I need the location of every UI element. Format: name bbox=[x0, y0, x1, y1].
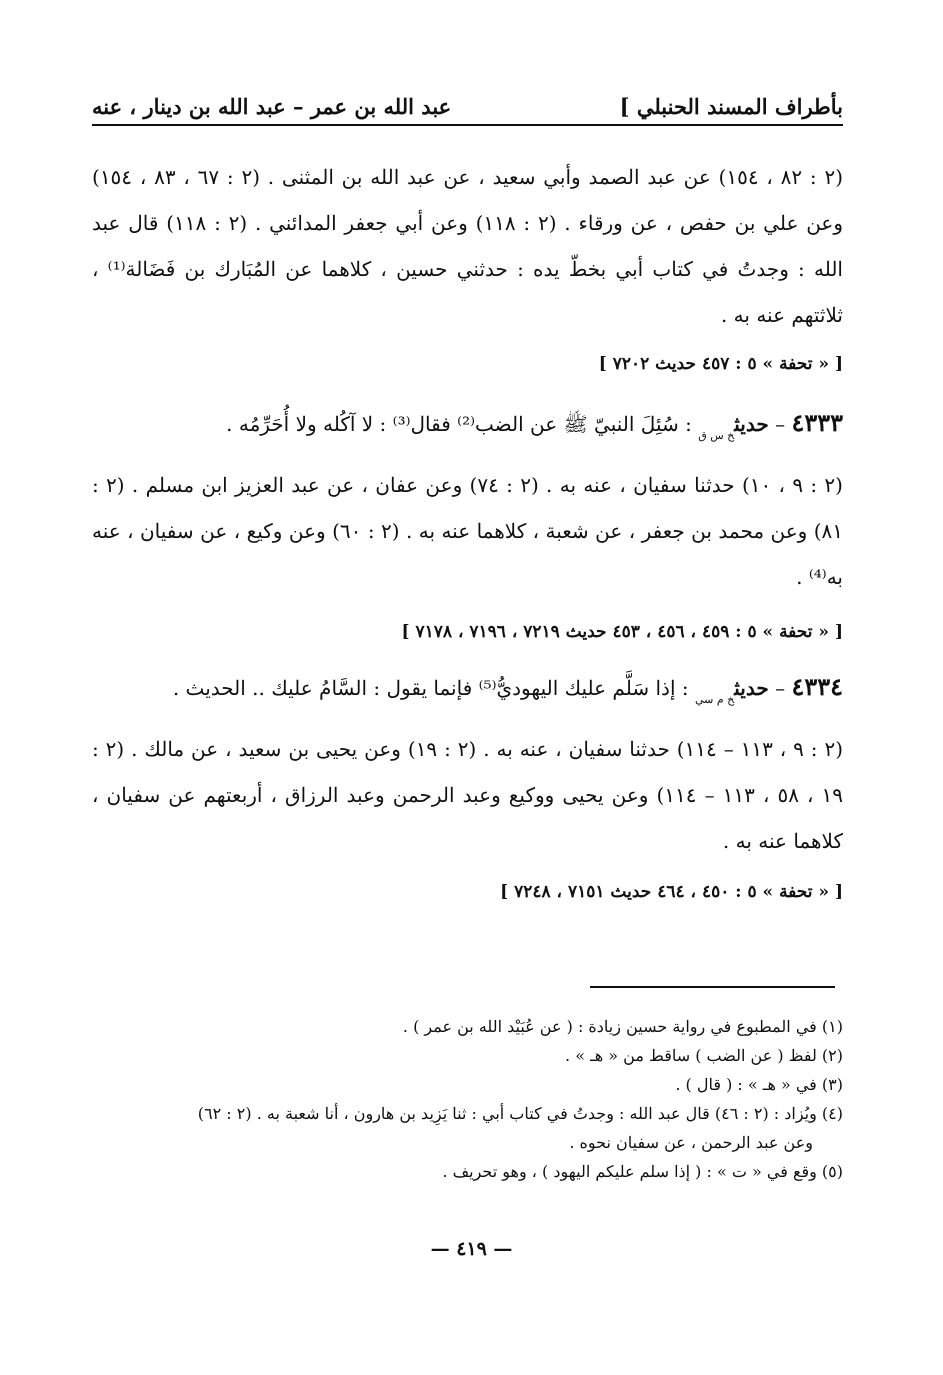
footnote-4-continued: وعن عبد الرحمن ، عن سفيان نحوه . bbox=[569, 1133, 813, 1152]
tuhfa-reference-1: [ « تحفة » ٥ : ٤٥٧ حديث ٧٢٠٢ ] bbox=[598, 354, 843, 374]
isnad-paragraph-3: (٢ : ٩ ، ١١٣ – ١١٤) حدثنا سفيان ، عنه به . (٢ : ١٩) وعن يحيى بن سعيد ، عن مالك . (٢ : ١٩ ، ٥٨ ، ١١٣ – ١١٤) وعن يحيى ووكيع وعبد الرحمن وعبد الرزاق ، أربعتهم عن سفيان ، كلاهما عنه به . bbox=[92, 737, 844, 853]
footnote-3: (٣) في « هـ » : ( قال ) . bbox=[675, 1075, 843, 1094]
footnote-separator bbox=[590, 986, 835, 988]
isnad-paragraph-1: (٢ : ٨٢ ، ١٥٤) عن عبد الصمد وأبي سعيد ، عن عبد الله بن المثنى . (٢ : ٦٧ ، ٨٣ ، ١٥٤) وعن علي بن حفص ، عن ورقاء . (٢ : ١١٨) وعن أبي جعفر المدائني . (٢ : ١١٨) قال عبد الله : وجدتُ في كتاب أبي بخطّ يده : حدثني حسين ، كلاهما عن المُبَارك بن فَضَالة⁽¹⁾ ، ثلاثتهم عنه به . bbox=[92, 165, 844, 327]
hadith-word: حديث bbox=[734, 676, 769, 700]
hadith-sigla: خ م سي bbox=[694, 693, 735, 706]
running-header bbox=[92, 88, 843, 126]
footnote-4: (٤) ويُزاد : (٢ : ٤٦) قال عبد الله : وجدتُ في كتاب أبي : ثنا يَزِيد بن هارون ، أنا شعبة به . (٢ : ٦٢) bbox=[197, 1104, 843, 1123]
footnote-1: (١) في المطبوع في رواية حسين زيادة : ( عن عُبَيْد الله بن عمر ) . bbox=[402, 1017, 843, 1036]
hadith-matn: : إذا سَلَّم عليك اليهوديُّ⁽⁵⁾ فإنما يقول : السَّامُ عليك .. الحديث . bbox=[172, 676, 689, 700]
hadith-4334-heading bbox=[92, 664, 843, 723]
footnote-2: (٢) لفظ ( عن الضب ) ساقط من « هـ » . bbox=[565, 1046, 843, 1065]
hadith-sigla: خ س ق bbox=[698, 429, 735, 442]
footnote-5: (٥) وقع في « ت » : ( إذا سلم عليكم اليهود ) ، وهو تحريف . bbox=[442, 1162, 843, 1181]
hadith-dash: – bbox=[775, 676, 786, 700]
header-chapter bbox=[92, 94, 451, 119]
footnotes bbox=[92, 1012, 843, 1186]
tuhfa-reference-2: [ « تحفة » ٥ : ٤٥٩ ، ٤٥٦ ، ٤٥٣ حديث ٧٢١٩ ، ٧١٩٦ ، ٧١٧٨ ] bbox=[401, 622, 843, 642]
hadith-matn: : سُئِلَ النبيّ ﷺ عن الضب⁽²⁾ فقال⁽³⁾ : لا آكُله ولا أُحَرِّمُه . bbox=[226, 412, 692, 436]
hadith-4333-heading bbox=[92, 400, 843, 459]
hadith-number: ٤٣٣٣ bbox=[791, 408, 843, 437]
isnad-paragraph-2: (٢ : ٩ ، ١٠) حدثنا سفيان ، عنه به . (٢ : ٧٤) وعن عفان ، عن عبد العزيز ابن مسلم . (٢ : ٨١) وعن محمد بن جعفر ، عن شعبة ، كلاهما عنه به . (٢ : ٦٠) وعن وكيع ، عن سفيان ، عنه به⁽⁴⁾ . bbox=[92, 473, 844, 589]
hadith-word: حديث bbox=[734, 412, 769, 436]
header-chapter-bold: عبد الله بن عمر bbox=[310, 93, 452, 119]
page-number: — ٤١٩ — bbox=[430, 1238, 513, 1260]
hadith-number: ٤٣٣٤ bbox=[791, 672, 843, 701]
tuhfa-reference-3: [ « تحفة » ٥ : ٤٥٠ ، ٤٦٤ حديث ٧١٥١ ، ٧٢٤٨ ] bbox=[500, 882, 843, 902]
hadith-dash: – bbox=[775, 412, 786, 436]
header-chapter-rest: – عبد الله بن دينار ، عنه bbox=[92, 93, 304, 119]
header-book-title: بأطراف المسند الحنبلي ] bbox=[619, 93, 843, 119]
